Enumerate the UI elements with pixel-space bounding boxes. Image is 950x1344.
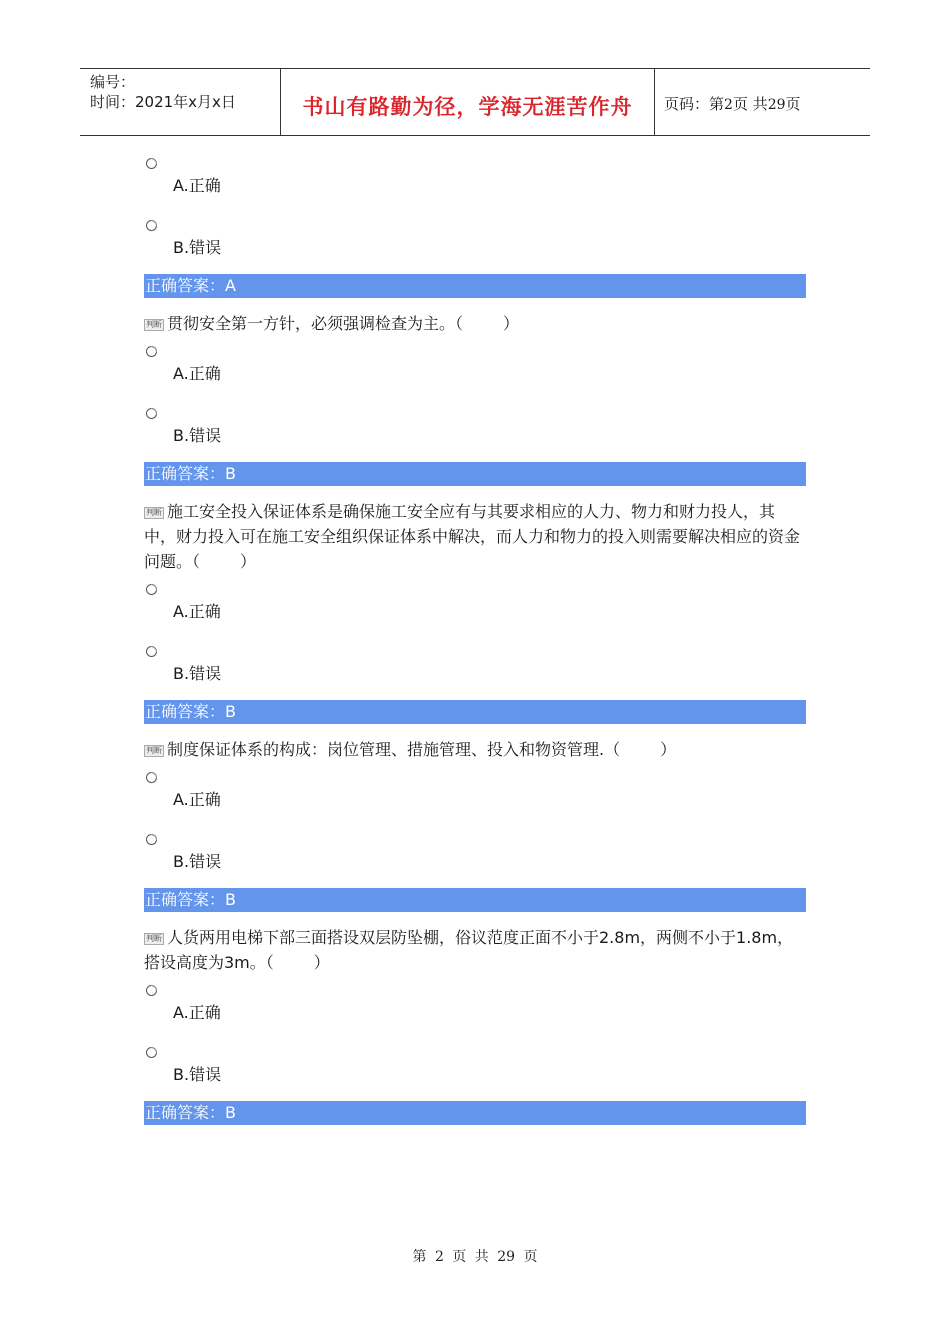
- question-close: ）: [660, 740, 677, 759]
- option-a-row[interactable]: [144, 576, 806, 600]
- question-block-2: [144, 499, 806, 724]
- question-text: [144, 499, 806, 574]
- answer-bar: [144, 700, 806, 724]
- radio-button[interactable]: [146, 220, 157, 231]
- option-a-label: A.正确: [173, 364, 221, 383]
- question-body: 施工安全投入保证体系是确保施工安全应有与其要求相应的人力、物力和财力投人，其中，财力投入可在施工安全组织保证体系中解决，而人力和物力的投入则需要解决相应的资金问题。（: [144, 502, 801, 571]
- question-body: 制度保证体系的构成：岗位管理、措施管理、投入和物资管理.（: [167, 740, 621, 759]
- question-close: ）: [240, 552, 257, 571]
- option-a-label: A.正确: [173, 602, 221, 621]
- time-label: 时间：2021年x月x日: [90, 93, 236, 111]
- radio-button[interactable]: [146, 772, 157, 783]
- judge-tag-icon: 判断: [146, 508, 162, 517]
- option-b-label: B.错误: [173, 664, 222, 683]
- question-text: [144, 311, 806, 336]
- page-total: 29: [767, 97, 786, 113]
- option-b-row[interactable]: [144, 400, 806, 424]
- answer-value: B: [225, 1103, 236, 1122]
- option-b-label: B.错误: [173, 852, 222, 871]
- answer-prefix: 正确答案：: [145, 464, 226, 483]
- option-b-label: B.错误: [173, 1065, 222, 1084]
- question-block-4: [144, 925, 806, 1125]
- option-b-row[interactable]: [144, 1039, 806, 1063]
- question-block-0: [144, 150, 806, 298]
- option-b-row[interactable]: [144, 638, 806, 662]
- option-b-label: B.错误: [173, 426, 222, 445]
- page-footer: 第 2 页 共 29 页: [412, 1249, 538, 1265]
- header-motto: 书山有路勤为径，学海无涯苦作舟: [281, 69, 655, 135]
- header-page-info: [655, 69, 870, 135]
- radio-button[interactable]: [146, 646, 157, 657]
- page-current: 2: [724, 97, 733, 113]
- question-close: ）: [313, 953, 330, 972]
- radio-button[interactable]: [146, 1047, 157, 1058]
- option-a-row[interactable]: [144, 977, 806, 1001]
- answer-value: B: [225, 890, 236, 909]
- option-a-label: A.正确: [173, 1003, 221, 1022]
- radio-button[interactable]: [146, 346, 157, 357]
- question-block-3: [144, 737, 806, 912]
- option-a-row[interactable]: [144, 764, 806, 788]
- radio-button[interactable]: [146, 408, 157, 419]
- option-b-row[interactable]: [144, 212, 806, 236]
- answer-prefix: 正确答案：: [145, 890, 226, 909]
- radio-button[interactable]: [146, 584, 157, 595]
- answer-value: A: [225, 276, 236, 295]
- option-b-row[interactable]: [144, 826, 806, 850]
- answer-value: B: [225, 702, 236, 721]
- radio-button[interactable]: [146, 985, 157, 996]
- answer-prefix: 正确答案：: [145, 702, 226, 721]
- question-body: 人货两用电梯下部三面搭设双层防坠棚，俗议范度正面不小于2.8m，两侧不小于1.8m，搭设高度为3m。（: [144, 928, 794, 972]
- answer-bar: [144, 462, 806, 486]
- answer-value: B: [225, 464, 236, 483]
- option-a-row[interactable]: [144, 150, 806, 174]
- number-label: 编号：: [90, 73, 136, 91]
- radio-button[interactable]: [146, 834, 157, 845]
- page-label: 页码：第: [664, 95, 725, 113]
- question-text: [144, 925, 806, 975]
- judge-tag-icon: 判断: [146, 746, 162, 755]
- page-header: [80, 68, 870, 136]
- radio-button[interactable]: [146, 158, 157, 169]
- option-a-row[interactable]: [144, 338, 806, 362]
- option-a-label: A.正确: [173, 176, 221, 195]
- answer-bar: [144, 888, 806, 912]
- question-body: 贯彻安全第一方针，必须强调检查为主。（: [167, 314, 464, 333]
- answer-bar: [144, 274, 806, 298]
- question-close: ）: [503, 314, 520, 333]
- question-block-1: [144, 311, 806, 486]
- page-suffix: 页: [785, 95, 801, 113]
- option-a-label: A.正确: [173, 790, 221, 809]
- header-meta: [80, 69, 281, 135]
- answer-prefix: 正确答案：: [145, 1103, 226, 1122]
- judge-tag-icon: 判断: [146, 934, 162, 943]
- option-b-label: B.错误: [173, 238, 222, 257]
- page-mid: 页 共: [732, 95, 768, 113]
- question-list: [144, 150, 806, 1138]
- answer-prefix: 正确答案：: [145, 276, 226, 295]
- judge-tag-icon: 判断: [146, 320, 162, 329]
- question-text: [144, 737, 806, 762]
- answer-bar: [144, 1101, 806, 1125]
